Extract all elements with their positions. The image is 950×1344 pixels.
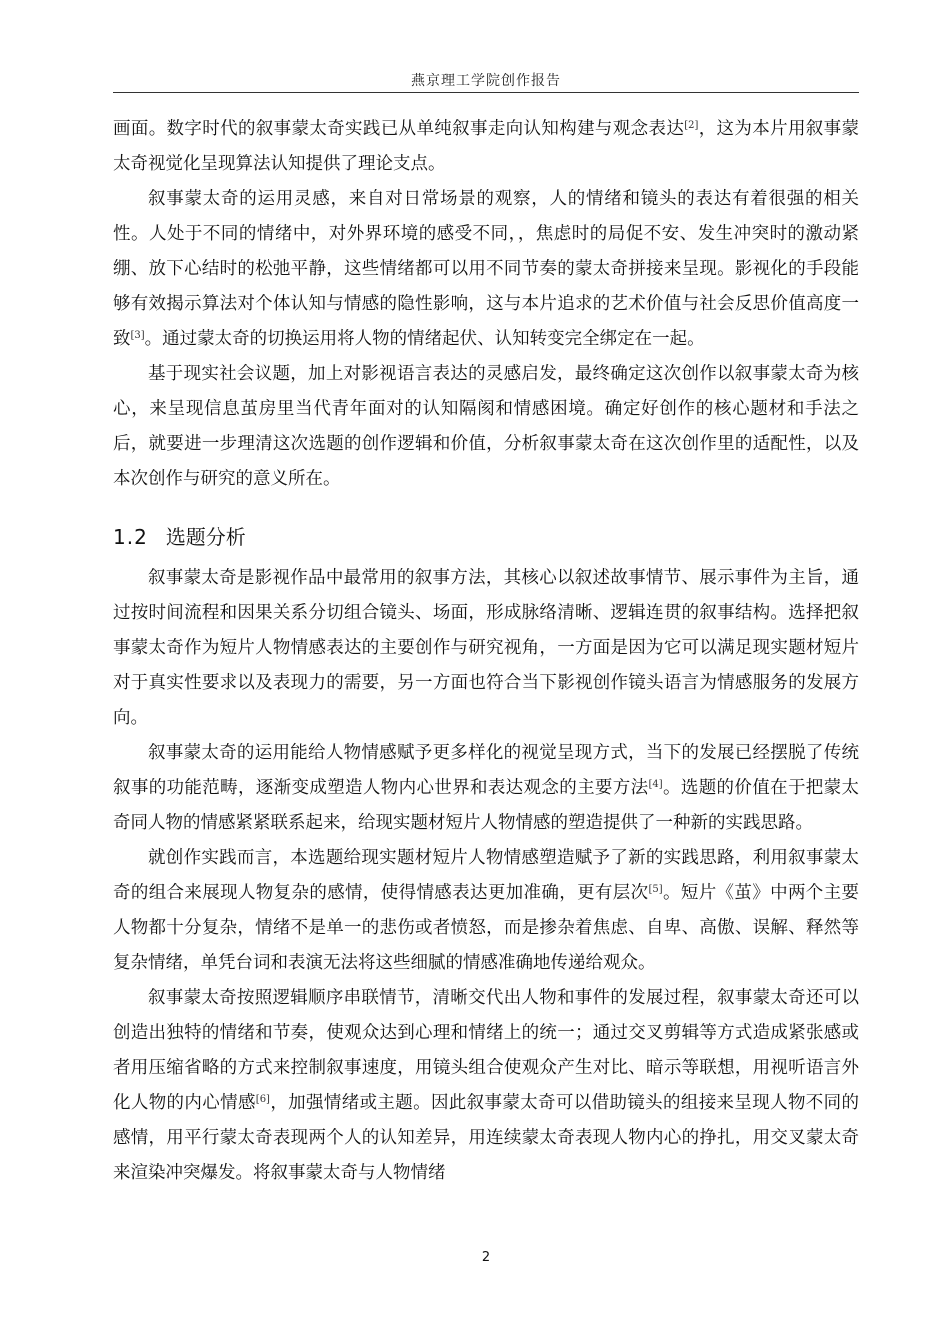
header-rule [113, 92, 859, 93]
paragraph: 叙事蒙太奇是影视作品中最常用的叙事方法，其核心以叙述故事情节、展示事件为主旨，通过按时间流程和因果关系分切组合镜头、场面，形成脉络清晰、逻辑连贯的叙事结构。选择把叙事蒙太奇作为短片人物情感表达的主要创作与研究视角，一方面是因为它可以满足现实题材短片对于真实性要求以及表现力的需要，另一方面也符合当下影视创作镜头语言为情感服务的发展方向。 [113, 568, 859, 728]
paragraph: 叙事蒙太奇的运用灵感，来自对日常场景的观察，人的情绪和镜头的表达有着很强的相关性。人处于不同的情绪中，对外界环境的感受不同，，焦虑时的局促不安、发生冲突时的激动紧绷、放下心结时的松弛平静，这些情绪都可以用不同节奏的蒙太奇拼接来呈现。影视化的手段能够有效揭示算法对个体认知与情感的隐性影响，这与本片追求的艺术价值与社会反思价值高度一致[3]。通过蒙太奇的切换运用将人物的情绪起伏、认知转变完全绑定在一起。 [113, 189, 859, 349]
paragraph: 基于现实社会议题，加上对影视语言表达的灵感启发，最终确定这次创作以叙事蒙太奇为核心，来呈现信息茧房里当代青年面对的认知隔阂和情感困境。确定好创作的核心题材和手法之后，就要进一步理清这次选题的创作逻辑和价值，分析叙事蒙太奇在这次创作里的适配性，以及本次创作与研究的意义所在。 [113, 364, 859, 489]
section-title: 选题分析 [165, 525, 246, 549]
paragraph: 就创作实践而言，本选题给现实题材短片人物情感塑造赋予了新的实践思路，利用叙事蒙太奇的组合来展现人物复杂的感情，使得情感表达更加准确，更有层次[5]。短片《茧》中两个主要人物都十分复杂，情绪不是单一的悲伤或者愤怒，而是掺杂着焦虑、自卑、高傲、误解、释然等复杂情绪，单凭台词和表演无法将这些细腻的情感准确地传递给观众。 [113, 848, 859, 973]
citation-ref[interactable]: [5] [648, 884, 663, 895]
section-heading [113, 519, 859, 555]
citation-ref[interactable]: [2] [684, 120, 699, 131]
paragraph: 叙事蒙太奇的运用能给人物情感赋予更多样化的视觉呈现方式，当下的发展已经摆脱了传统叙事的功能范畴，逐渐变成塑造人物内心世界和表达观念的主要方法[4]。选题的价值在于把蒙太奇同人物的情感紧紧联系起来，给现实题材短片人物情感的塑造提供了一种新的实践思路。 [113, 743, 859, 833]
paragraph: 叙事蒙太奇按照逻辑顺序串联情节，清晰交代出人物和事件的发展过程，叙事蒙太奇还可以创造出独特的情绪和节奏，使观众达到心理和情绪上的统一；通过交叉剪辑等方式造成紧张感或者用压缩省略的方式来控制叙事速度，用镜头组合使观众产生对比、暗示等联想，用视听语言外化人物的内心情感[6]，加强情绪或主题。因此叙事蒙太奇可以借助镜头的组接来呈现人物不同的感情，用平行蒙太奇表现两个人的认知差异，用连续蒙太奇表现人物内心的挣扎，用交叉蒙太奇来渲染冲突爆发。将叙事蒙太奇与人物情绪 [113, 988, 859, 1183]
running-header: 燕京理工学院创作报告 [411, 73, 561, 89]
section-number: 1.2 [113, 525, 148, 549]
paragraph: 画面。数字时代的叙事蒙太奇实践已从单纯叙事走向认知构建与观念表达[2]，这为本片用叙事蒙太奇视觉化呈现算法认知提供了理论支点。 [113, 119, 860, 174]
citation-ref[interactable]: [4] [648, 779, 663, 790]
page-number: 2 [481, 1250, 491, 1265]
citation-ref[interactable]: [3] [130, 330, 145, 341]
citation-ref[interactable]: [6] [255, 1094, 270, 1105]
body-text [113, 112, 859, 1191]
